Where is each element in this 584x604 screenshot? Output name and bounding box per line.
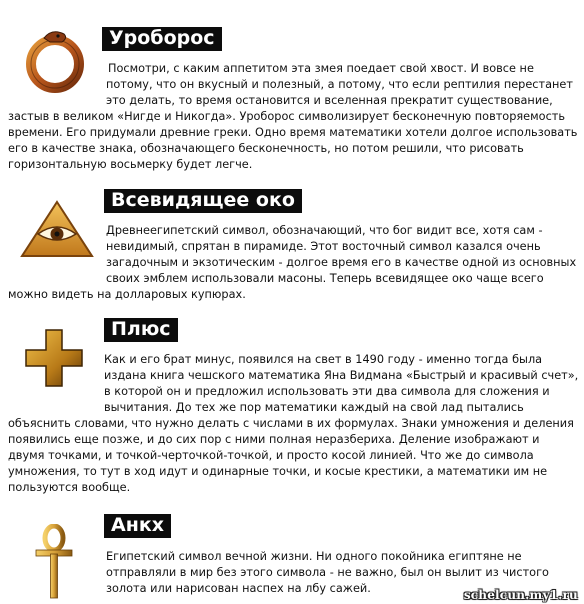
body-line: двумя точками, и точкой-черточкой-точкой, и просто косой линией. Что же до символа bbox=[8, 449, 534, 462]
body-line: объяснить словами, что нужно делать с числами в их формулах. Знаки умножения и деления bbox=[8, 417, 574, 430]
body-line: вычитания. До тех же пор математики каждый на свой лад пытались bbox=[104, 401, 524, 414]
body-line: это делать, то время остановится и вселенная прекратит существование, bbox=[106, 94, 553, 107]
body-line: появились еще позже, и до сих пор с ними полная неразбериха. Деление изображают и bbox=[8, 433, 540, 446]
plus-icon bbox=[24, 328, 84, 388]
section-title: Плюс bbox=[104, 318, 178, 342]
body-line: его в качестве знака, обозначающего бесконечность, но потом решили, что рисовать bbox=[8, 142, 524, 155]
all-seeing-eye-icon bbox=[18, 198, 96, 260]
body-line: горизонтальную восьмерку будет легче. bbox=[8, 158, 253, 171]
body-line: потому, что он вкусный и полезный, а потому, что если рептилия перестанет bbox=[106, 78, 573, 91]
ankh-icon bbox=[34, 524, 74, 600]
body-line: в которой он и предложил использовать эти два символа для сложения и bbox=[104, 385, 550, 398]
body-line: загадочным и экзотическим - долгое время его в качестве одной из основных bbox=[106, 256, 577, 269]
body-line: Египетский символ вечной жизни. Ни одного покойника египтяне не bbox=[106, 550, 522, 563]
watermark: schelcun.my1.ru bbox=[463, 588, 578, 602]
body-line: Посмотри, с каким аппетитом эта змея поедает свой хвост. И вовсе не bbox=[108, 62, 534, 75]
section-title: Уроборос bbox=[102, 27, 222, 51]
body-line: издана книга чешского математика Яна Видмана «Быстрый и красивый счет», bbox=[104, 369, 579, 382]
body-line: невидимый, спрятан в пирамиде. Этот восточный символ казался очень bbox=[106, 240, 541, 253]
section-title: Анкх bbox=[104, 514, 171, 538]
body-line: своих эмблем использовали масоны. Теперь всевидящее око чаще всего bbox=[106, 272, 544, 285]
body-line: можно видеть на долларовых купюрах. bbox=[8, 288, 246, 301]
ouroboros-icon bbox=[20, 26, 90, 96]
section-title: Всевидящее око bbox=[104, 189, 302, 213]
body-line: умножения, то тут в ход идут и одинарные точки, и косые крестики, а математики им не bbox=[8, 465, 548, 478]
body-line: Древнеегипетский символ, обозначающий, что бог видит все, хотя сам - bbox=[106, 224, 543, 237]
body-line: времени. Его придумали древние греки. Одно время математики хотели долгое использовать bbox=[8, 126, 578, 139]
body-line: пользуются вообще. bbox=[8, 481, 131, 494]
body-line: отправляли в мир без этого символа - не важно, был он вылит из чистого bbox=[106, 566, 549, 579]
body-line: Как и его брат минус, появился на свет в 1490 году - именно тогда была bbox=[104, 353, 543, 366]
body-line: золота или нарисован наспех на лбу сажей. bbox=[106, 582, 371, 595]
body-line: застыв в великом «Нигде и Никогда». Уроборос символизирует бесконечную повторяемость bbox=[8, 110, 566, 123]
